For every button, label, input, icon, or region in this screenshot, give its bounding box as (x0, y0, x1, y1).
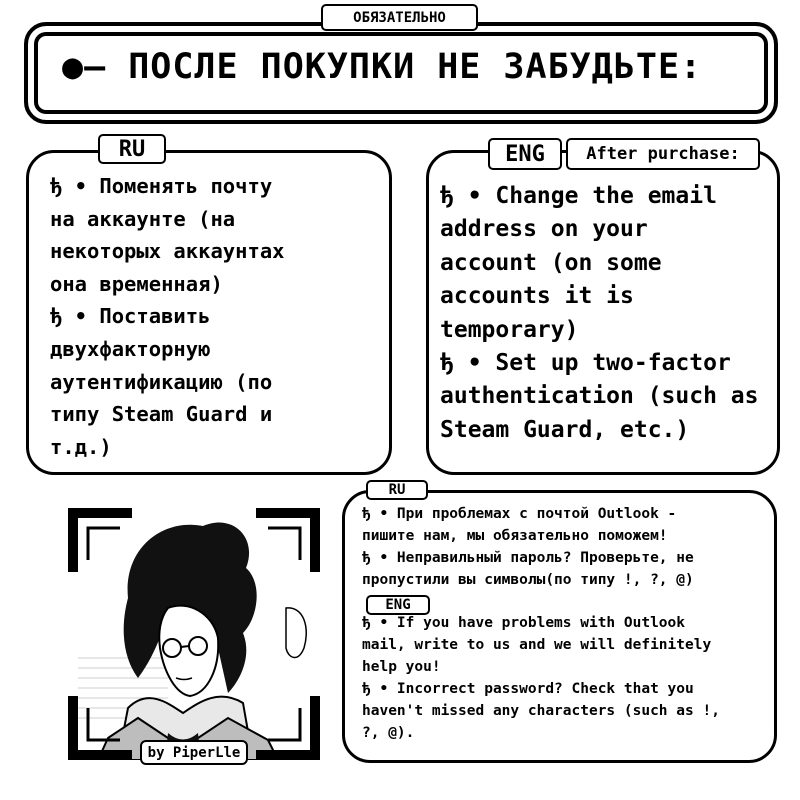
help-ru-tag: RU (366, 480, 428, 500)
help-eng-line: ђ • Incorrect password? Check that you (362, 681, 694, 697)
ru-line: аутентификацию (по (50, 369, 273, 394)
help-eng-tag: ENG (366, 595, 430, 615)
eng-line: temporary) (440, 316, 579, 343)
signature-tag: by PiperLle (140, 740, 248, 765)
eng-line: account (on some (440, 249, 662, 276)
ru-instructions-text (50, 170, 390, 463)
help-ru-line: пишите нам, мы обязательно поможем! (362, 528, 668, 544)
after-purchase-tag: After purchase: (566, 138, 760, 170)
ru-line: типу Steam Guard и (50, 402, 273, 427)
eng-line: Steam Guard, etc.) (440, 416, 690, 443)
eng-line: authentication (such as (440, 383, 759, 410)
ru-line: некоторых аккаунтах (50, 239, 285, 264)
help-eng-line: ?, @). (362, 725, 415, 741)
eng-line: accounts it is (440, 283, 634, 310)
ru-line: на аккаунте (на (50, 206, 236, 231)
help-ru-line: ђ • Неправильный пароль? Проверьте, не (362, 550, 694, 566)
ru-tag: RU (98, 134, 166, 164)
help-eng-line: mail, write to us and we will definitely (362, 637, 712, 653)
ru-line: ђ • Поставить (50, 304, 211, 329)
header-tag: ОБЯЗАТЕЛЬНО (321, 4, 478, 31)
help-eng-line: haven't missed any characters (such as !, (362, 703, 720, 719)
header-title: ●— ПОСЛЕ ПОКУПКИ НЕ ЗАБУДЬТЕ: (62, 47, 703, 87)
help-eng-text (362, 612, 772, 744)
help-ru-text (362, 503, 772, 591)
help-eng-line: ђ • If you have problems with Outlook (362, 615, 686, 631)
eng-line: ђ • Set up two-factor (440, 350, 731, 377)
eng-line: ђ • Change the email (440, 183, 717, 209)
side-figure (286, 608, 306, 658)
ru-line: двухфакторную (50, 336, 211, 361)
ru-line: она временная) (50, 271, 223, 296)
eng-tag: ENG (488, 138, 562, 170)
portrait-illustration (68, 508, 320, 760)
ru-line: т.д.) (50, 434, 112, 459)
help-ru-line: ђ • При проблемах с почтой Outlook - (362, 506, 677, 522)
help-eng-line: help you! (362, 659, 441, 675)
ru-line: ђ • Поменять почту (50, 174, 273, 198)
face-shape (159, 606, 218, 696)
help-ru-line: пропустили вы символы(по типу !, ?, @) (362, 572, 694, 588)
eng-line: address on your (440, 216, 648, 243)
eng-instructions-text (440, 180, 774, 447)
